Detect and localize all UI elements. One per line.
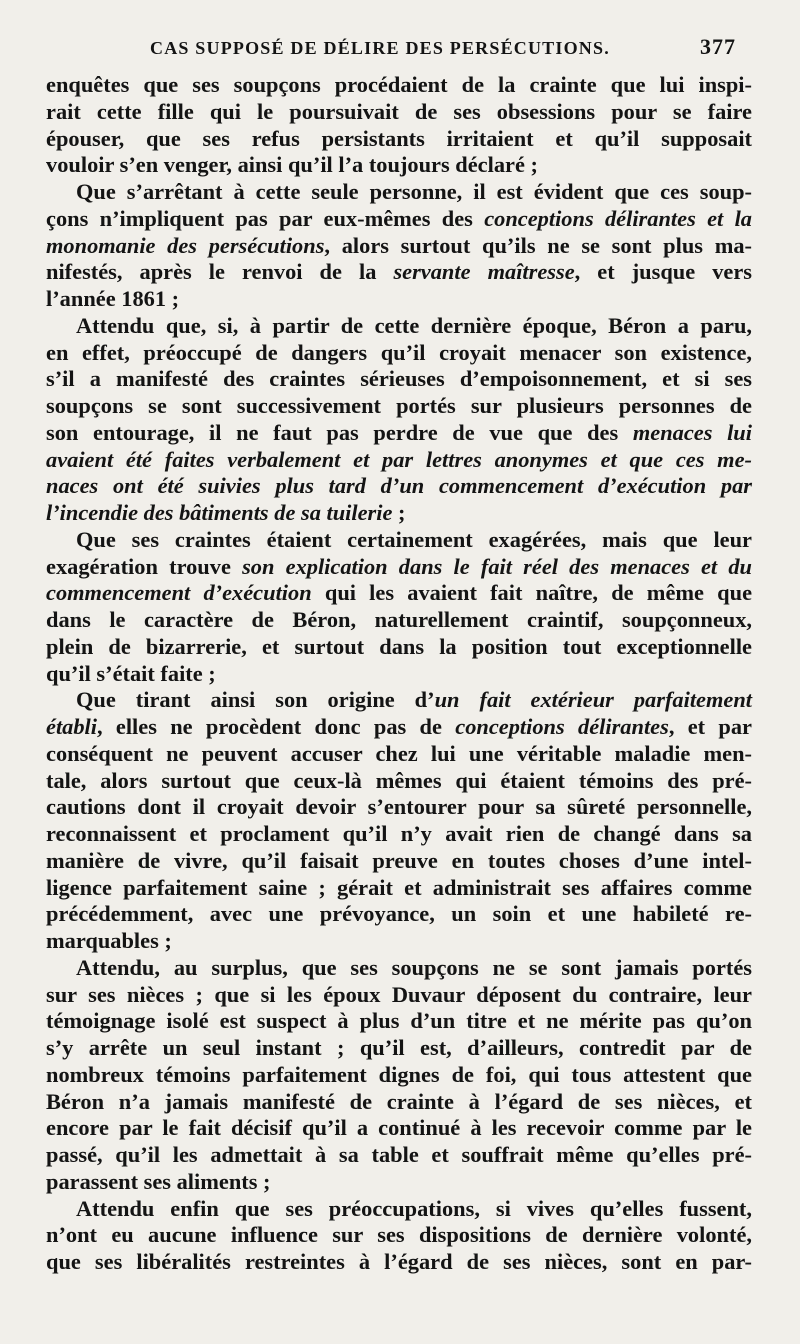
text-segment: Que s’arrêtant à cette seule personne, il est évident que ces soup- bbox=[76, 179, 752, 204]
text-segment: l’année 1861 ; bbox=[46, 286, 180, 311]
text-line bbox=[46, 848, 752, 875]
text-line bbox=[46, 152, 752, 179]
text-segment: que ses libéralités restreintes à l’égard de ses nièces, sont en par- bbox=[46, 1249, 752, 1274]
text-segment: soupçons se sont successivement portés sur plusieurs personnes de bbox=[46, 393, 752, 418]
text-line bbox=[46, 661, 752, 688]
text-segment: Attendu, au surplus, que ses soupçons ne se sont jamais portés bbox=[76, 954, 752, 980]
text-segment: épouser, que ses refus persistants irritaient et qu’il supposait bbox=[46, 125, 752, 151]
text-line bbox=[46, 1008, 752, 1035]
text-line bbox=[46, 901, 752, 928]
text-line bbox=[46, 1115, 752, 1142]
running-head-title: CAS SUPPOSÉ DE DÉLIRE DES PERSÉCUTIONS. bbox=[150, 38, 610, 58]
text-segment: , alors surtout qu’ils ne se sont plus ma- bbox=[324, 232, 753, 258]
text-line bbox=[46, 1035, 752, 1062]
text-segment: parassent ses aliments ; bbox=[46, 1168, 271, 1194]
text-line bbox=[46, 554, 752, 581]
text-line bbox=[46, 1142, 752, 1169]
text-line bbox=[46, 313, 752, 340]
text-segment: qu’il s’était faite ; bbox=[46, 660, 216, 686]
text-segment: sur ses nièces ; que si les époux Duvaur déposent du contraire, leur bbox=[46, 981, 752, 1007]
text-segment: ; bbox=[392, 500, 406, 525]
text-segment: plein de bizarrerie, et surtout dans la position tout exceptionnelle bbox=[46, 633, 752, 659]
text-line bbox=[46, 875, 752, 902]
text-line bbox=[46, 233, 752, 260]
text-line bbox=[46, 1062, 752, 1089]
running-head bbox=[46, 34, 752, 70]
italic-text: conceptions délirantes bbox=[455, 714, 669, 739]
text-line bbox=[46, 982, 752, 1009]
text-line bbox=[46, 741, 752, 768]
text-segment: en effet, préoccupé de dangers qu’il croyait menacer son existence, bbox=[46, 339, 752, 365]
text-segment: encore par le fait décisif qu’il a continué à les recevoir comme par le bbox=[46, 1115, 752, 1141]
text-line bbox=[46, 366, 752, 393]
text-line bbox=[46, 714, 752, 741]
text-line bbox=[46, 1222, 752, 1249]
body-text bbox=[46, 72, 752, 1276]
text-segment: marquables ; bbox=[46, 928, 172, 953]
text-segment: manière de vivre, qu’il faisait preuve en toutes choses d’une intel- bbox=[46, 847, 752, 873]
text-line bbox=[46, 928, 752, 955]
text-line bbox=[46, 955, 752, 982]
text-line bbox=[46, 420, 752, 447]
text-segment: , et par bbox=[668, 714, 752, 739]
text-segment: passé, qu’il les admettait à sa table et souffrait même qu’elles pré- bbox=[46, 1142, 752, 1167]
text-segment: conséquent ne peuvent accuser chez lui une véritable maladie men- bbox=[46, 740, 752, 766]
text-segment: cautions dont il croyait devoir s’entourer pour sa sûreté personnelle, bbox=[46, 794, 752, 820]
italic-text: menaces lui bbox=[632, 419, 752, 445]
page-number: 377 bbox=[700, 34, 736, 59]
text-segment: n’ont eu aucune influence sur ses dispositions de dernière volonté, bbox=[46, 1222, 752, 1248]
text-line bbox=[46, 179, 752, 206]
text-segment: précédemment, avec une prévoyance, un soin et une habileté re- bbox=[46, 901, 752, 927]
text-segment: tale, alors surtout que ceux-là mêmes qui étaient témoins des pré- bbox=[46, 767, 752, 793]
text-segment: vouloir s’en venger, ainsi qu’il l’a toujours déclaré ; bbox=[46, 152, 538, 178]
text-segment: nombreux témoins parfaitement dignes de foi, qui tous attestent que bbox=[46, 1061, 752, 1087]
text-segment: , elles ne procèdent donc pas de bbox=[97, 714, 456, 739]
text-line bbox=[46, 794, 752, 821]
text-line bbox=[46, 473, 752, 500]
text-line bbox=[46, 634, 752, 661]
text-segment: témoignage isolé est suspect à plus d’un titre et ne mérite pas qu’on bbox=[46, 1008, 752, 1034]
text-line bbox=[46, 687, 752, 714]
text-line bbox=[46, 99, 752, 126]
italic-text: un fait extérieur parfaitement bbox=[434, 687, 753, 713]
text-segment: dans le caractère de Béron, naturellement craintif, soupçonneux, bbox=[46, 607, 752, 632]
text-line bbox=[46, 580, 752, 607]
italic-text: servante maîtresse bbox=[393, 259, 575, 285]
text-line bbox=[46, 126, 752, 153]
text-segment: çons n’impliquent pas par eux-mêmes des bbox=[46, 205, 485, 231]
text-segment: Béron n’a jamais manifesté de crainte à l’égard de ses nièces, et bbox=[46, 1088, 752, 1114]
text-segment: enquêtes que ses soupçons procédaient de la crainte que lui inspi- bbox=[46, 72, 752, 97]
text-segment: son entourage, il ne faut pas perdre de vue que des bbox=[46, 419, 633, 445]
text-segment: rait cette fille qui le poursuivait de ses obsessions pour se faire bbox=[46, 98, 752, 124]
text-line bbox=[46, 259, 752, 286]
text-segment: reconnaissent et proclament qu’il n’y avait rien de changé dans sa bbox=[46, 821, 752, 846]
italic-text: naces ont été suivies plus tard d’un commencement d’exécution par bbox=[46, 473, 752, 499]
italic-text: établi bbox=[46, 714, 97, 739]
text-line bbox=[46, 286, 752, 313]
italic-text: conceptions délirantes et la bbox=[484, 205, 752, 231]
text-line bbox=[46, 1089, 752, 1116]
text-line bbox=[46, 1169, 752, 1196]
text-line bbox=[46, 821, 752, 848]
text-line bbox=[46, 527, 752, 554]
text-line bbox=[46, 447, 752, 474]
text-line bbox=[46, 206, 752, 233]
text-segment: Que ses craintes étaient certainement exagérées, mais que leur bbox=[76, 526, 752, 552]
text-segment: qui les avaient fait naître, de même que bbox=[311, 580, 753, 606]
text-segment: Attendu enfin que ses préoccupations, si vives qu’elles fussent, bbox=[76, 1195, 752, 1221]
italic-text: commencement d’exécution bbox=[46, 580, 312, 606]
text-segment: s’y arrête un seul instant ; qu’il est, d’ailleurs, contredit par de bbox=[46, 1035, 752, 1060]
italic-text: avaient été faites verbalement et par lettres anonymes et que ces me- bbox=[46, 446, 752, 472]
text-segment: exagération trouve bbox=[46, 553, 243, 579]
italic-text: son explication dans le fait réel des menaces et du bbox=[242, 553, 752, 579]
text-line bbox=[46, 340, 752, 367]
italic-text: monomanie des persécutions bbox=[46, 232, 325, 258]
text-segment: , et jusque vers bbox=[574, 259, 752, 285]
text-line bbox=[46, 500, 752, 527]
text-line bbox=[46, 1249, 752, 1276]
italic-text: l’incendie des bâtiments de sa tuilerie bbox=[46, 500, 393, 525]
text-segment: Attendu que, si, à partir de cette dernière époque, Béron a paru, bbox=[76, 312, 752, 338]
text-segment: nifestés, après le renvoi de la bbox=[46, 259, 394, 285]
text-line bbox=[46, 1196, 752, 1223]
text-segment: ligence parfaitement saine ; gérait et administrait ses affaires comme bbox=[46, 874, 752, 900]
text-segment: Que tirant ainsi son origine d’ bbox=[76, 687, 435, 713]
text-line bbox=[46, 72, 752, 99]
text-line bbox=[46, 607, 752, 634]
text-segment: s’il a manifesté des craintes sérieuses d’empoisonnement, et si ses bbox=[46, 366, 752, 392]
text-line bbox=[46, 393, 752, 420]
text-line bbox=[46, 768, 752, 795]
